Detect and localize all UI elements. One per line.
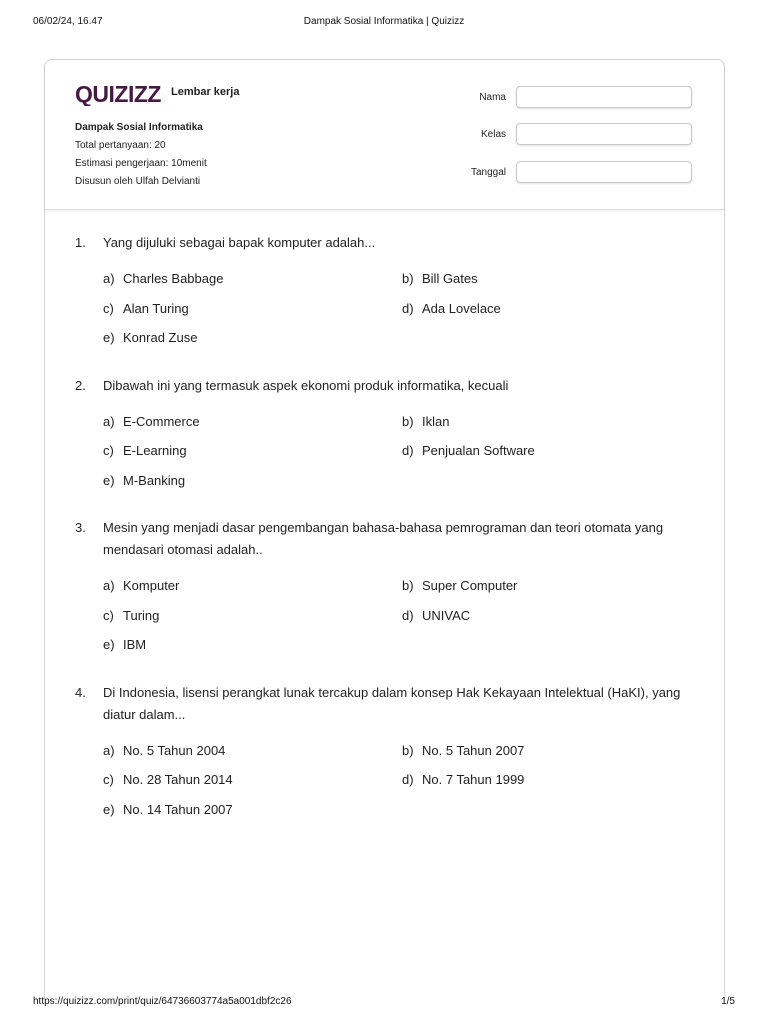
print-header	[33, 16, 735, 30]
option-text: UNIVAC	[422, 607, 471, 623]
option-letter: c)	[103, 300, 114, 316]
name-field-row	[446, 86, 692, 108]
option-text: E-Commerce	[123, 413, 200, 429]
question-3	[75, 517, 705, 660]
option-text: Konrad Zuse	[123, 330, 198, 345]
option-a[interactable]	[103, 736, 402, 766]
question-list	[75, 232, 705, 846]
option-text: Alan Turing	[123, 300, 189, 316]
option-text: Charles Babbage	[123, 271, 224, 286]
option-e[interactable]	[103, 795, 402, 825]
option-letter: e)	[103, 637, 115, 652]
worksheet-label: Lembar kerja	[171, 86, 240, 98]
quiz-info	[75, 119, 207, 191]
option-c[interactable]	[103, 436, 402, 466]
option-e[interactable]	[103, 323, 402, 353]
option-text: Penjualan Software	[422, 443, 535, 458]
option-c[interactable]	[103, 294, 402, 324]
option-letter: d)	[402, 443, 414, 458]
option-d[interactable]	[402, 765, 702, 795]
option-letter: e)	[103, 801, 115, 817]
option-letter: a)	[103, 271, 115, 286]
option-c[interactable]	[103, 601, 402, 631]
option-a[interactable]	[103, 407, 402, 437]
quiz-title: Dampak Sosial Informatika	[75, 122, 203, 133]
class-input[interactable]	[516, 123, 692, 145]
question-text: Mesin yang menjadi dasar pengembangan bahasa-bahasa pemrograman dan teori otomata yang mendasari otomasi adalah..	[103, 520, 664, 557]
question-4	[75, 682, 705, 825]
question-number: 4.	[75, 684, 86, 700]
option-e[interactable]	[103, 466, 402, 496]
option-text: No. 14 Tahun 2007	[123, 801, 233, 817]
question-number: 3.	[75, 520, 86, 535]
brand	[75, 82, 239, 106]
option-text: E-Learning	[123, 443, 187, 458]
name-input[interactable]	[516, 86, 692, 108]
question-text: Dibawah ini yang termasuk aspek ekonomi produk informatika, kecuali	[103, 377, 509, 393]
option-b[interactable]	[402, 736, 702, 766]
option-letter: b)	[402, 742, 414, 758]
option-b[interactable]	[402, 407, 702, 437]
option-text: Ada Lovelace	[422, 300, 501, 316]
question-2	[75, 375, 705, 496]
option-d[interactable]	[402, 294, 702, 324]
option-a[interactable]	[103, 264, 402, 294]
date-label: Tanggal	[470, 166, 506, 178]
option-letter: c)	[103, 772, 114, 787]
name-label: Nama	[479, 91, 506, 103]
option-letter: e)	[103, 330, 115, 345]
option-letter: c)	[103, 607, 114, 623]
option-letter: b)	[402, 271, 414, 286]
print-date: 06/02/24, 16.47	[33, 16, 103, 27]
option-text: No. 5 Tahun 2004	[123, 742, 226, 758]
option-letter: a)	[103, 578, 115, 593]
option-e[interactable]	[103, 630, 402, 660]
option-a[interactable]	[103, 571, 402, 601]
option-b[interactable]	[402, 571, 702, 601]
option-letter: d)	[402, 772, 414, 787]
option-letter: a)	[103, 742, 115, 758]
print-title: Dampak Sosial Informatika | Quizizz	[303, 16, 465, 27]
answer-options	[103, 736, 705, 825]
question-number: 1.	[75, 235, 86, 250]
question-1	[75, 232, 705, 353]
class-field-row	[446, 123, 692, 145]
question-number: 2.	[75, 377, 86, 393]
answer-options	[103, 407, 705, 496]
quiz-author: Disusun oleh Ulfah Delvianti	[75, 176, 201, 187]
option-text: IBM	[123, 637, 147, 652]
option-letter: b)	[402, 413, 414, 429]
option-letter: d)	[402, 607, 414, 623]
quizizz-logo	[75, 82, 163, 106]
option-text: No. 28 Tahun 2014	[123, 772, 233, 787]
option-text: Komputer	[123, 578, 180, 593]
date-field-row	[446, 161, 692, 183]
option-letter: e)	[103, 472, 115, 488]
worksheet-header	[45, 60, 724, 210]
answer-options	[103, 571, 705, 660]
page-number: 1/5	[721, 996, 735, 1007]
option-text: No. 5 Tahun 2007	[422, 742, 525, 758]
option-c[interactable]	[103, 765, 402, 795]
question-text: Di Indonesia, lisensi perangkat lunak tercakup dalam konsep Hak Kekayaan Intelektual (HaKI), yang diatur dalam...	[103, 684, 681, 722]
option-letter: a)	[103, 413, 115, 429]
print-footer	[33, 996, 735, 1010]
option-d[interactable]	[402, 601, 702, 631]
option-text: M-Banking	[123, 472, 186, 488]
option-text: Turing	[123, 607, 160, 623]
option-text: No. 7 Tahun 1999	[422, 772, 525, 787]
answer-options	[103, 264, 705, 353]
total-questions: Total pertanyaan: 20	[75, 140, 166, 151]
question-text: Yang dijuluki sebagai bapak komputer adalah...	[103, 235, 376, 250]
print-url: https://quizizz.com/print/quiz/64736603774a5a001dbf2c26	[33, 996, 292, 1007]
option-d[interactable]	[402, 436, 702, 466]
class-label: Kelas	[480, 128, 506, 140]
option-text: Bill Gates	[422, 271, 478, 286]
svg-text:QUIZIZZ: QUIZIZZ	[75, 82, 161, 106]
option-text: Iklan	[422, 413, 450, 429]
time-estimate: Estimasi pengerjaan: 10menit	[75, 158, 207, 169]
option-letter: d)	[402, 300, 414, 316]
worksheet	[44, 59, 725, 999]
option-letter: c)	[103, 443, 114, 458]
option-text: Super Computer	[422, 578, 518, 593]
option-letter: b)	[402, 578, 414, 593]
option-b[interactable]	[402, 264, 702, 294]
date-input[interactable]	[516, 161, 692, 183]
